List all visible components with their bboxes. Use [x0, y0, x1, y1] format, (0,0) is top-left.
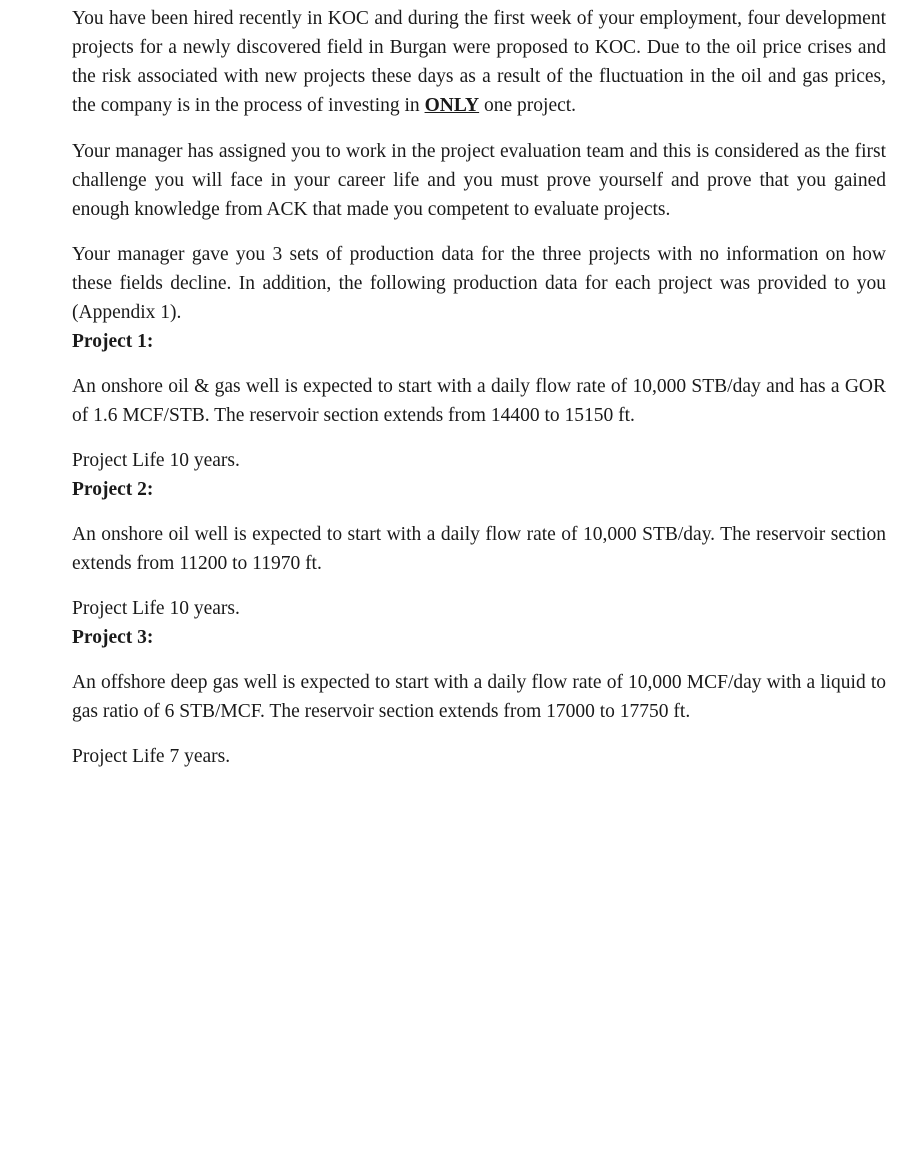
intro-paragraph-1-text-a: You have been hired recently in KOC and during the first week of your employment, four development projects for a newly discovered field in Burgan were proposed to KOC. Due to the oil price crises and the risk associated with new projects these days as a result of the fluctuation in the oil and gas prices, the company is in the process of investing in: [72, 8, 886, 116]
intro-paragraph-1: [72, 4, 886, 120]
project-1-life: Project Life 10 years.: [72, 450, 240, 471]
intro-paragraph-2: Your manager has assigned you to work in the project evaluation team and this is considered as the first challenge you will face in your career life and you must prove yourself and prove that you gained enough knowledge from ACK that made you competent to evaluate projects.: [72, 141, 886, 220]
project-1-description: An onshore oil & gas well is expected to start with a daily flow rate of 10,000 STB/day and has a GOR of 1.6 MCF/STB. The reservoir section extends from 14400 to 15150 ft.: [72, 376, 886, 426]
project-1-heading: Project 1:: [72, 331, 154, 352]
project-2-heading: Project 2:: [72, 479, 154, 500]
intro-paragraph-1-text-b: one project.: [479, 95, 577, 116]
document-page: [72, 4, 886, 771]
project-3-description: An offshore deep gas well is expected to start with a daily flow rate of 10,000 MCF/day with a liquid to gas ratio of 6 STB/MCF. The reservoir section extends from 17000 to 17750 ft.: [72, 672, 886, 722]
project-2-description: An onshore oil well is expected to start with a daily flow rate of 10,000 STB/day. The reservoir section extends from 11200 to 11970 ft.: [72, 524, 886, 574]
project-3-life: Project Life 7 years.: [72, 746, 231, 767]
intro-paragraph-3: Your manager gave you 3 sets of production data for the three projects with no information on how these fields decline. In addition, the following production data for each project was provided to you (Appendix 1).: [72, 244, 886, 323]
only-emphasis: ONLY: [424, 95, 480, 116]
project-2-life: Project Life 10 years.: [72, 598, 240, 619]
project-3-heading: Project 3:: [72, 627, 154, 648]
